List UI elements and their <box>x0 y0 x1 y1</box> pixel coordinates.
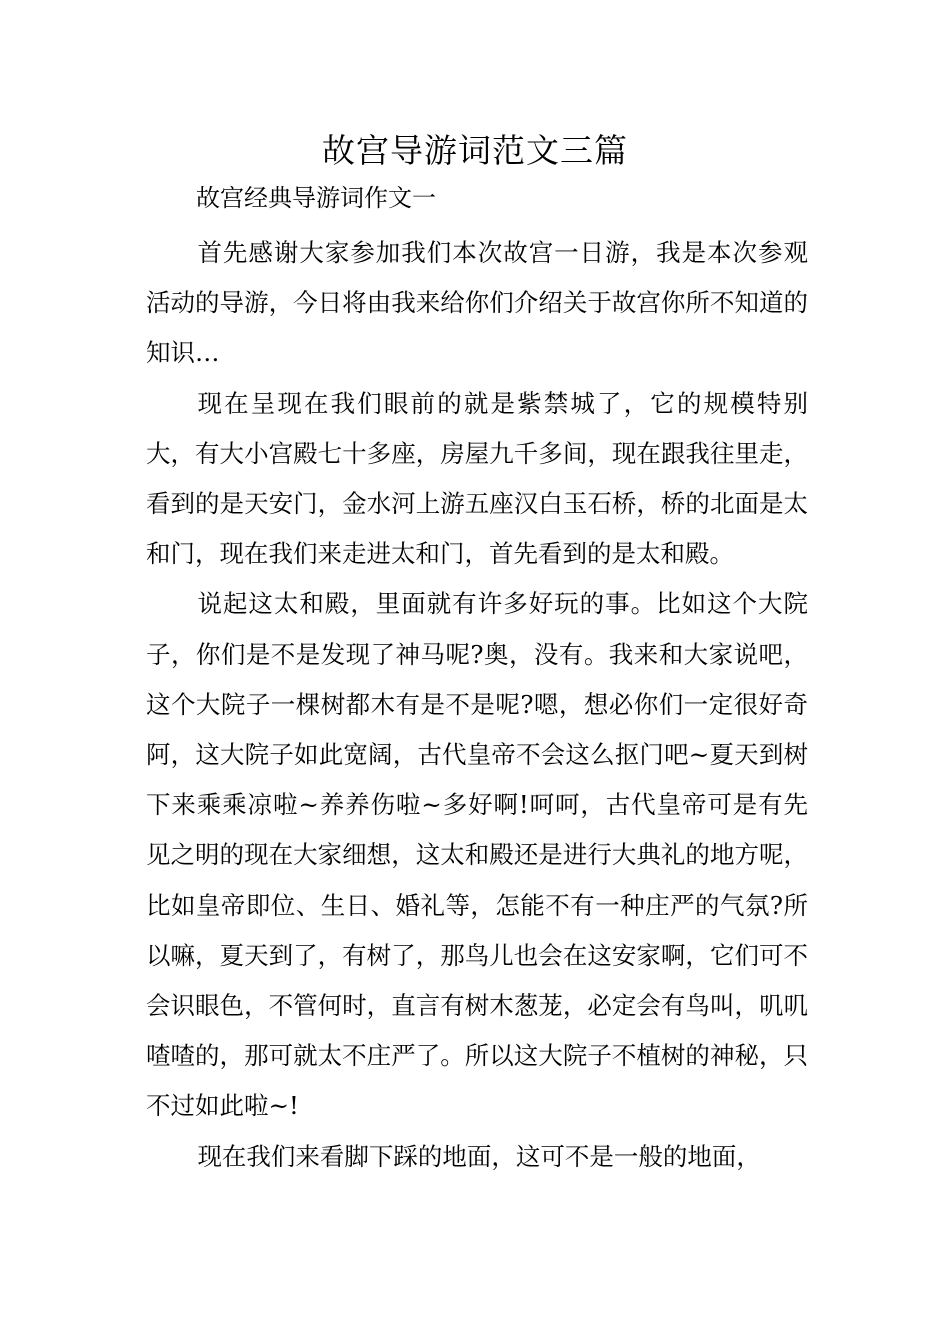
document-subtitle: 故宫经典导游词作文一 <box>196 184 436 212</box>
document-title: 故宫导游词范文三篇 <box>322 131 628 170</box>
paragraph-2: 现在呈现在我们眼前的就是紫禁城了，它的规模特别大，有大小宫殿七十多座，房屋九千多间，现在跟我往里走，看到的是天安门，金水河上游五座汉白玉石桥，桥的北面是太和门，现在我们来走进太和门，首先看到的是太和殿。 <box>146 388 808 569</box>
paragraph-1: 首先感谢大家参加我们本次故宫一日游，我是本次参观活动的导游，今日将由我来给你们介绍关于故宫你所不知道的知识… <box>146 238 808 368</box>
paragraph-3: 说起这太和殿，里面就有许多好玩的事。比如这个大院子，你们是不是发现了神马呢?奥，没有。我来和大家说吧，这个大院子一棵树都木有是不是呢?嗯，想必你们一定很好奇阿，这大院子如此宽阔，古代皇帝不会这么抠门吧~夏天到树下来乘乘凉啦~养养伤啦~多好啊!呵呵，古代皇帝可是有先见之明的现在大家细想，这太和殿还是进行大典礼的地方呢，比如皇帝即位、生日、婚礼等，怎能不有一种庄严的气氛?所以嘛，夏天到了，有树了，那鸟儿也会在这安家啊，它们可不会识眼色，不管何时，直言有树木葱茏，必定会有鸟叫，叽叽喳喳的，那可就太不庄严了。所以这大院子不植树的神秘，只不过如此啦~! <box>146 589 808 1121</box>
document-body <box>146 228 808 1182</box>
paragraph-4: 现在我们来看脚下踩的地面，这可不是一般的地面， <box>197 1141 761 1171</box>
